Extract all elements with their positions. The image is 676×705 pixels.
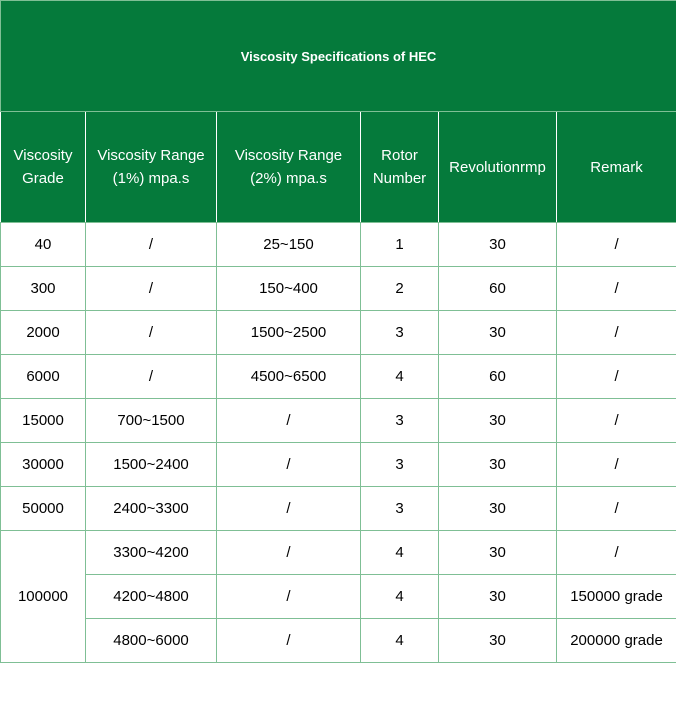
cell-revolution: 30 (439, 575, 557, 619)
cell-range-2pct: / (217, 443, 361, 487)
cell-range-2pct: 4500~6500 (217, 355, 361, 399)
cell-rotor: 3 (361, 311, 439, 355)
cell-remark: / (557, 311, 676, 355)
cell-range-1pct: / (86, 223, 217, 267)
cell-range-1pct: / (86, 355, 217, 399)
table-row (1, 619, 676, 663)
cell-revolution: 30 (439, 399, 557, 443)
cell-range-2pct: / (217, 575, 361, 619)
cell-rotor: 4 (361, 619, 439, 663)
cell-range-2pct: / (217, 531, 361, 575)
cell-range-2pct: 25~150 (217, 223, 361, 267)
cell-grade-merged: 100000 (1, 531, 86, 663)
table-title: Viscosity Specifications of HEC (1, 1, 676, 112)
header-rotor-number: Rotor Number (361, 112, 439, 223)
cell-range-1pct: 700~1500 (86, 399, 217, 443)
cell-grade: 300 (1, 267, 86, 311)
cell-grade: 2000 (1, 311, 86, 355)
cell-remark: / (557, 531, 676, 575)
cell-remark: / (557, 443, 676, 487)
header-viscosity-range-2pct: Viscosity Range (2%) mpa.s (217, 112, 361, 223)
header-viscosity-range-1pct: Viscosity Range (1%) mpa.s (86, 112, 217, 223)
cell-rotor: 3 (361, 399, 439, 443)
table-row (1, 487, 676, 531)
cell-remark: 200000 grade (557, 619, 676, 663)
cell-range-2pct: 1500~2500 (217, 311, 361, 355)
cell-revolution: 30 (439, 619, 557, 663)
table-row (1, 399, 676, 443)
cell-range-2pct: / (217, 399, 361, 443)
table-row (1, 575, 676, 619)
table-row (1, 311, 676, 355)
cell-revolution: 30 (439, 223, 557, 267)
header-remark: Remark (557, 112, 676, 223)
cell-remark: 150000 grade (557, 575, 676, 619)
header-viscosity-grade: Viscosity Grade (1, 112, 86, 223)
cell-grade: 50000 (1, 487, 86, 531)
header-row (1, 112, 676, 223)
cell-revolution: 30 (439, 487, 557, 531)
cell-rotor: 2 (361, 267, 439, 311)
table-row (1, 531, 676, 575)
cell-range-1pct: 4200~4800 (86, 575, 217, 619)
cell-range-1pct: 3300~4200 (86, 531, 217, 575)
cell-remark: / (557, 355, 676, 399)
cell-grade: 40 (1, 223, 86, 267)
cell-grade: 15000 (1, 399, 86, 443)
cell-range-1pct: / (86, 267, 217, 311)
table-row (1, 355, 676, 399)
table-row (1, 223, 676, 267)
title-row (1, 1, 676, 112)
cell-revolution: 30 (439, 311, 557, 355)
cell-range-2pct: / (217, 619, 361, 663)
cell-rotor: 3 (361, 487, 439, 531)
cell-revolution: 60 (439, 267, 557, 311)
cell-revolution: 60 (439, 355, 557, 399)
cell-range-2pct: / (217, 487, 361, 531)
cell-grade: 30000 (1, 443, 86, 487)
cell-rotor: 3 (361, 443, 439, 487)
cell-rotor: 4 (361, 355, 439, 399)
cell-range-1pct: 2400~3300 (86, 487, 217, 531)
cell-rotor: 1 (361, 223, 439, 267)
cell-grade: 6000 (1, 355, 86, 399)
cell-range-1pct: / (86, 311, 217, 355)
table-row (1, 443, 676, 487)
cell-remark: / (557, 399, 676, 443)
cell-remark: / (557, 487, 676, 531)
cell-remark: / (557, 267, 676, 311)
cell-range-1pct: 1500~2400 (86, 443, 217, 487)
cell-remark: / (557, 223, 676, 267)
header-revolution: Revolutionrmp (439, 112, 557, 223)
table-row (1, 267, 676, 311)
cell-range-2pct: 150~400 (217, 267, 361, 311)
cell-rotor: 4 (361, 531, 439, 575)
cell-range-1pct: 4800~6000 (86, 619, 217, 663)
cell-rotor: 4 (361, 575, 439, 619)
cell-revolution: 30 (439, 443, 557, 487)
cell-revolution: 30 (439, 531, 557, 575)
